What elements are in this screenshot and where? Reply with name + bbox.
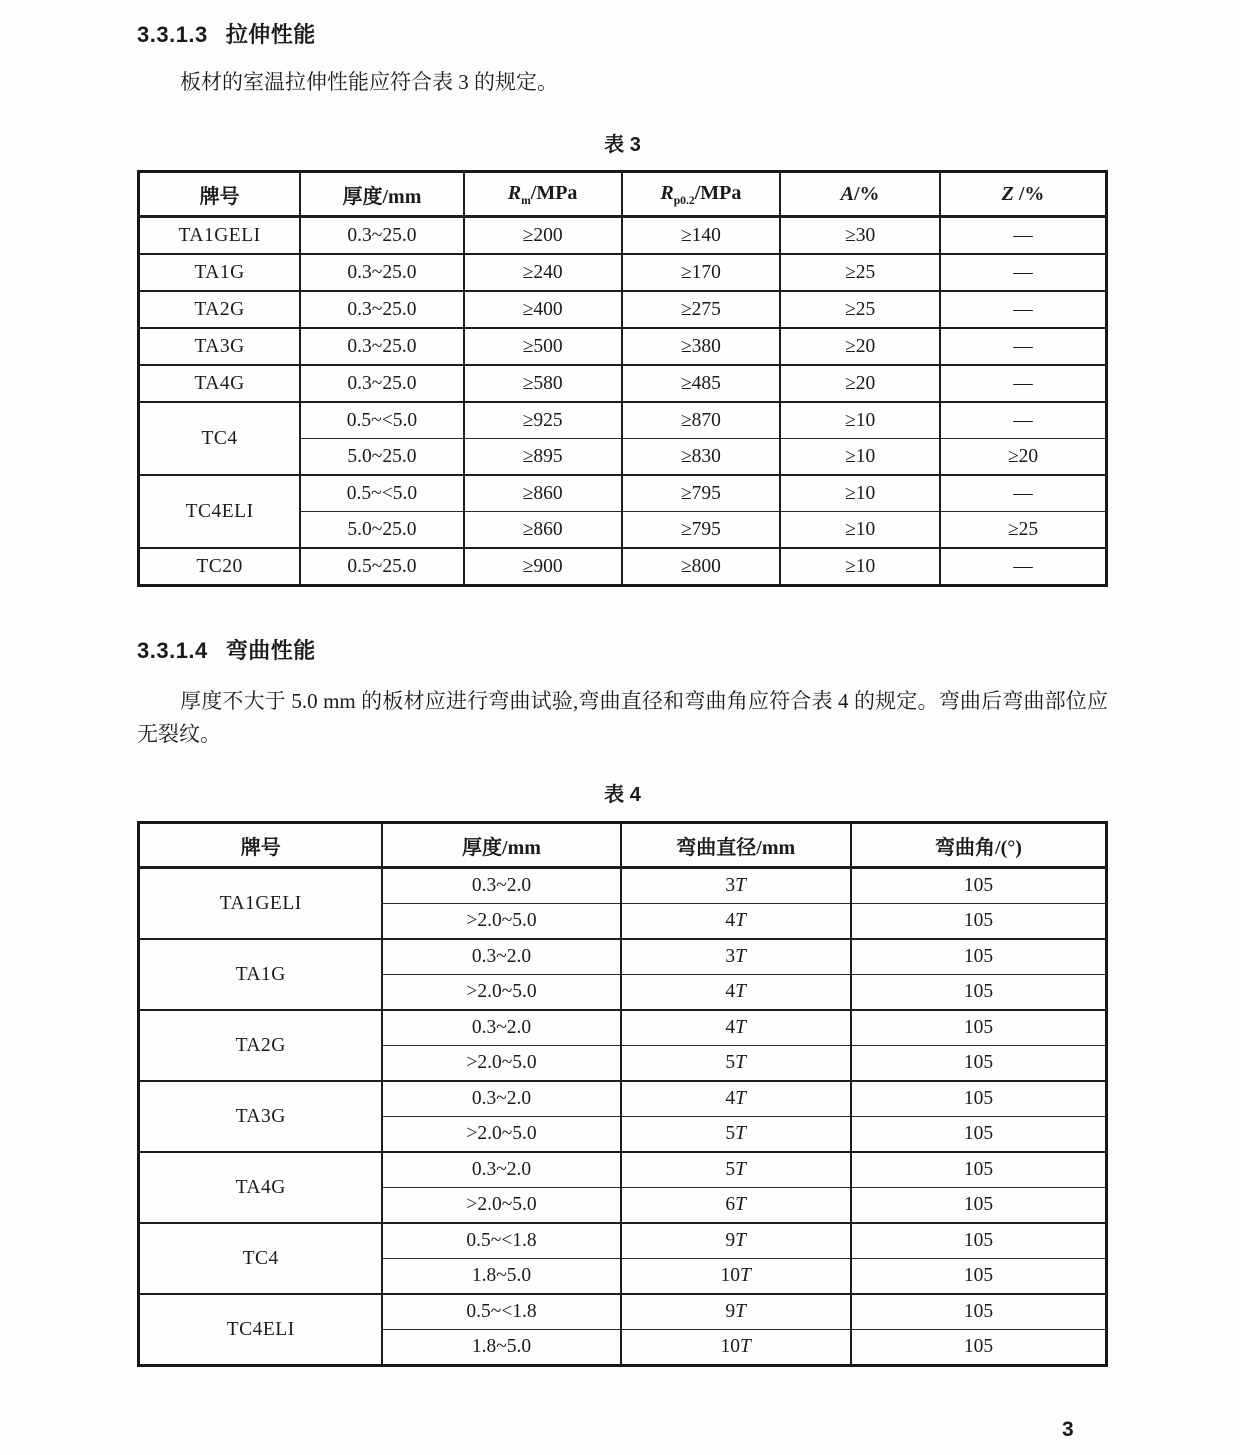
bend-paragraph: 厚度不大于 5.0 mm 的板材应进行弯曲试验,弯曲直径和弯曲角应符合表 4 的规定。弯曲后弯曲部位应无裂纹。 xyxy=(137,689,1108,746)
value-cell: ≥200 xyxy=(464,217,622,255)
column-header: 弯曲角/(°) xyxy=(851,823,1107,868)
value-cell: ≥30 xyxy=(780,217,940,255)
value-cell: — xyxy=(940,475,1107,512)
value-cell: ≥10 xyxy=(780,439,940,476)
value-cell: 105 xyxy=(851,975,1107,1011)
value-cell: ≥795 xyxy=(622,512,781,549)
value-cell: 105 xyxy=(851,1010,1107,1046)
value-cell: >2.0~5.0 xyxy=(382,1117,620,1153)
grade-cell: TA1GELI xyxy=(139,217,301,255)
table-row xyxy=(139,868,1107,904)
section-title: 拉伸性能 xyxy=(225,22,316,47)
value-cell: 105 xyxy=(851,1152,1107,1188)
value-cell: 105 xyxy=(851,868,1107,904)
value-cell: 5.0~25.0 xyxy=(300,512,464,549)
value-cell: 0.5~<1.8 xyxy=(382,1223,620,1259)
value-cell: 5T xyxy=(621,1117,851,1153)
value-cell: 5T xyxy=(621,1152,851,1188)
value-cell: 105 xyxy=(851,1223,1107,1259)
section-number: 3.3.1.4 xyxy=(137,638,208,663)
bend-properties-table xyxy=(137,821,1108,1367)
value-cell: ≥25 xyxy=(940,512,1107,549)
value-cell: ≥860 xyxy=(464,475,622,512)
grade-cell: TA3G xyxy=(139,1081,383,1152)
grade-cell: TA2G xyxy=(139,1010,383,1081)
column-header: 牌号 xyxy=(139,172,301,217)
value-cell: 10T xyxy=(621,1330,851,1366)
grade-cell: TA1GELI xyxy=(139,868,383,940)
header-row xyxy=(139,172,1107,217)
value-cell: ≥25 xyxy=(780,291,940,328)
value-cell: ≥860 xyxy=(464,512,622,549)
value-cell: 0.3~25.0 xyxy=(300,291,464,328)
value-cell: ≥900 xyxy=(464,548,622,586)
value-cell: — xyxy=(940,548,1107,586)
value-cell: 105 xyxy=(851,1117,1107,1153)
table-row xyxy=(139,402,1107,439)
value-cell: ≥830 xyxy=(622,439,781,476)
grade-cell: TC4ELI xyxy=(139,1294,383,1366)
table-row xyxy=(139,217,1107,255)
value-cell: 0.3~2.0 xyxy=(382,1010,620,1046)
value-cell: 105 xyxy=(851,1259,1107,1295)
value-cell: 0.5~<5.0 xyxy=(300,402,464,439)
value-cell: 105 xyxy=(851,939,1107,975)
value-cell: — xyxy=(940,217,1107,255)
value-cell: ≥380 xyxy=(622,328,781,365)
value-cell: 105 xyxy=(851,1046,1107,1082)
value-cell: ≥870 xyxy=(622,402,781,439)
value-cell: ≥20 xyxy=(780,328,940,365)
table-row xyxy=(139,1294,1107,1330)
section-title: 弯曲性能 xyxy=(225,638,316,663)
grade-cell: TA3G xyxy=(139,328,301,365)
section-heading-tensile xyxy=(137,18,1108,49)
table-row xyxy=(139,548,1107,586)
value-cell: 105 xyxy=(851,1330,1107,1366)
value-cell: 0.3~25.0 xyxy=(300,217,464,255)
value-cell: 9T xyxy=(621,1294,851,1330)
value-cell: 0.3~25.0 xyxy=(300,254,464,291)
value-cell: 4T xyxy=(621,904,851,940)
value-cell: 1.8~5.0 xyxy=(382,1259,620,1295)
column-header: A/% xyxy=(780,172,940,217)
table-row xyxy=(139,291,1107,328)
value-cell: ≥800 xyxy=(622,548,781,586)
value-cell: 1.8~5.0 xyxy=(382,1330,620,1366)
value-cell: 0.3~2.0 xyxy=(382,1081,620,1117)
value-cell: 105 xyxy=(851,904,1107,940)
table-row xyxy=(139,1010,1107,1046)
grade-cell: TC4ELI xyxy=(139,475,301,548)
header-row xyxy=(139,823,1107,868)
table-row xyxy=(139,254,1107,291)
value-cell: 105 xyxy=(851,1081,1107,1117)
table-row xyxy=(139,365,1107,402)
value-cell: >2.0~5.0 xyxy=(382,904,620,940)
table-row xyxy=(139,1081,1107,1117)
section-heading-bend xyxy=(137,634,1108,665)
document-page xyxy=(0,18,1240,1455)
value-cell: ≥10 xyxy=(780,548,940,586)
value-cell: 3T xyxy=(621,939,851,975)
value-cell: — xyxy=(940,402,1107,439)
column-header: 牌号 xyxy=(139,823,383,868)
value-cell: ≥20 xyxy=(780,365,940,402)
grade-cell: TC4 xyxy=(139,1223,383,1294)
grade-cell: TA1G xyxy=(139,939,383,1010)
value-cell: 0.5~25.0 xyxy=(300,548,464,586)
grade-cell: TA4G xyxy=(139,1152,383,1223)
value-cell: ≥170 xyxy=(622,254,781,291)
value-cell: 5.0~25.0 xyxy=(300,439,464,476)
table-row xyxy=(139,939,1107,975)
value-cell: 6T xyxy=(621,1188,851,1224)
section-number: 3.3.1.3 xyxy=(137,22,208,47)
value-cell: 0.3~2.0 xyxy=(382,939,620,975)
value-cell: ≥10 xyxy=(780,402,940,439)
value-cell: >2.0~5.0 xyxy=(382,975,620,1011)
value-cell: ≥500 xyxy=(464,328,622,365)
value-cell: — xyxy=(940,328,1107,365)
tensile-properties-table xyxy=(137,170,1108,587)
value-cell: 0.3~25.0 xyxy=(300,328,464,365)
value-cell: ≥580 xyxy=(464,365,622,402)
grade-cell: TA1G xyxy=(139,254,301,291)
value-cell: >2.0~5.0 xyxy=(382,1046,620,1082)
value-cell: ≥275 xyxy=(622,291,781,328)
value-cell: — xyxy=(940,365,1107,402)
value-cell: ≥140 xyxy=(622,217,781,255)
value-cell: 0.3~2.0 xyxy=(382,1152,620,1188)
value-cell: — xyxy=(940,254,1107,291)
tensile-paragraph: 板材的室温拉伸性能应符合表 3 的规定。 xyxy=(180,70,559,94)
page-number: 3 xyxy=(1062,1418,1074,1441)
column-header: 厚度/mm xyxy=(382,823,620,868)
value-cell: 0.3~2.0 xyxy=(382,868,620,904)
column-header: $R_m$/MPa xyxy=(464,172,622,217)
value-cell: ≥240 xyxy=(464,254,622,291)
grade-cell: TC4 xyxy=(139,402,301,475)
value-cell: >2.0~5.0 xyxy=(382,1188,620,1224)
value-cell: ≥795 xyxy=(622,475,781,512)
value-cell: ≥10 xyxy=(780,512,940,549)
column-header: 弯曲直径/mm xyxy=(621,823,851,868)
value-cell: 10T xyxy=(621,1259,851,1295)
value-cell: 105 xyxy=(851,1188,1107,1224)
table-row xyxy=(139,1223,1107,1259)
grade-cell: TA4G xyxy=(139,365,301,402)
table-row xyxy=(139,1152,1107,1188)
value-cell: 105 xyxy=(851,1294,1107,1330)
grade-cell: TA2G xyxy=(139,291,301,328)
table-row xyxy=(139,475,1107,512)
value-cell: ≥895 xyxy=(464,439,622,476)
value-cell: — xyxy=(940,291,1107,328)
value-cell: 0.3~25.0 xyxy=(300,365,464,402)
table3-caption: 表 3 xyxy=(604,134,641,156)
table-row xyxy=(139,328,1107,365)
value-cell: ≥20 xyxy=(940,439,1107,476)
grade-cell: TC20 xyxy=(139,548,301,586)
table4-caption: 表 4 xyxy=(604,784,641,806)
value-cell: 3T xyxy=(621,868,851,904)
column-header: Z /% xyxy=(940,172,1107,217)
value-cell: 4T xyxy=(621,1010,851,1046)
value-cell: 0.5~<1.8 xyxy=(382,1294,620,1330)
column-header: 厚度/mm xyxy=(300,172,464,217)
value-cell: ≥925 xyxy=(464,402,622,439)
value-cell: ≥485 xyxy=(622,365,781,402)
value-cell: ≥25 xyxy=(780,254,940,291)
value-cell: 5T xyxy=(621,1046,851,1082)
value-cell: ≥400 xyxy=(464,291,622,328)
value-cell: 4T xyxy=(621,975,851,1011)
value-cell: ≥10 xyxy=(780,475,940,512)
value-cell: 0.5~<5.0 xyxy=(300,475,464,512)
column-header: $R_{p0.2}$/MPa xyxy=(622,172,781,217)
value-cell: 9T xyxy=(621,1223,851,1259)
value-cell: 4T xyxy=(621,1081,851,1117)
